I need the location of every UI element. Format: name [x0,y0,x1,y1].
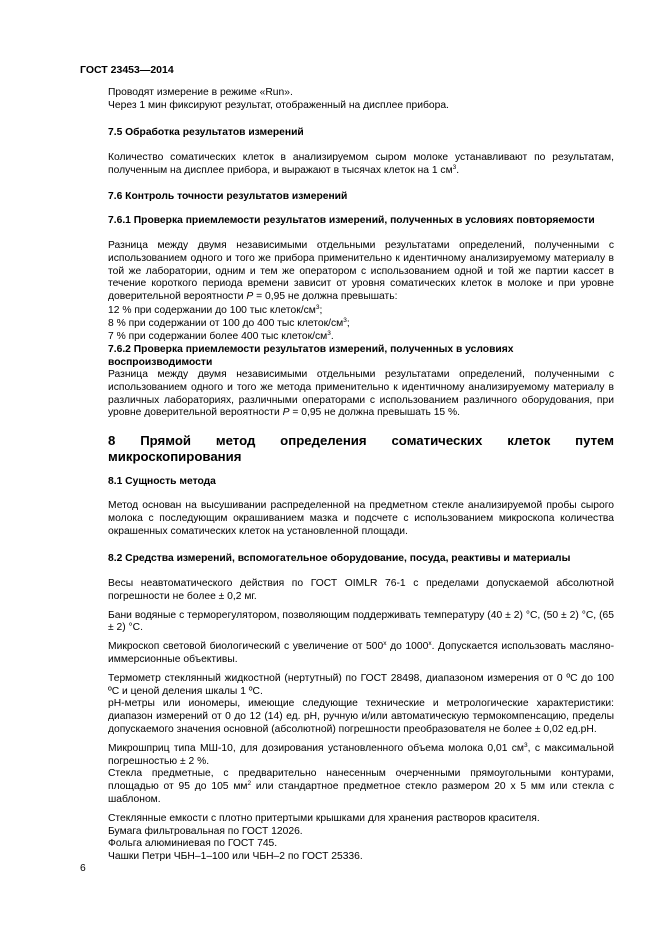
intro-block [108,87,588,113]
item-containers: Стеклянные емкости с плотно притертыми крышками для хранения растворов красителя. [108,812,540,824]
section-7-5-text [108,152,614,178]
item-thermometer: Термометр стеклянный жидкостной (нертутный) по ГОСТ 28498, диапазоном измерения от 0 ºС до 100 ºС и ценой деления шкалы 1 ºС. [108,672,614,697]
item-petri: Чашки Петри ЧБН–1–100 или ЧБН–2 по ГОСТ 25336. [108,851,363,863]
item-baths: Бани водяные с терморегулятором, позволяющим поддерживать температуру (40 ± 2) °С, (50 ± 2) °С, (65 ± 2) °С. [108,609,614,634]
item-paper: Бумага фильтровальная по ГОСТ 12026. [108,825,303,837]
limit-item: 12 % при содержании до 100 тыс клеток/$см^3$; [108,304,323,316]
item-foil: Фольга алюминиевая по ГОСТ 745. [108,838,278,850]
s762-text-b: = 0,95 не должна превышать 15 %. [289,407,461,419]
standard-header: ГОСТ 23453—2014 [80,64,174,76]
section-7-6-title: 7.6 Контроль точности результатов измерений [108,191,348,202]
item-ph-meters: рН-метры или иономеры, имеющие следующие технические и метрологические характеристики: диапазон измерений от 0 до 12 (14) ед. рН, ручную и/или автоматическую термокомпенсацию, пределы допускаемого значения основной (абсолютной) погрешности преобразователя не более ± 0,02 ед.рН. [108,698,614,735]
section-8-2-items [108,578,614,864]
s761-text-b: = 0,95 не должна превышать: [253,291,398,303]
p-variable-2: P [282,407,290,419]
intro-line-1: Проводят измерение в режиме «Run». [108,87,293,98]
s762-text-a: Разница между двумя независимыми отдельными результатами определений, полученными с использованием одного и того же метода применительно к идентичному анализируемому материалу в различных лабораториях, различными операторами с использованием различного оборудования, при уровне доверительной вероятности [108,369,614,419]
section-7-6-1-title: 7.6.1 Проверка приемлемости результатов измерений, полученных в условиях повторяемости [108,215,595,226]
page-number: 6 [80,863,86,874]
section-7-6-2-text [108,369,614,420]
item-glass: Стекла предметные, с предварительно нанесенным очерченными прямоугольными контурами, площадью от 95 до 105 $мм^2$ или стандартное предметное стекло размером 20 х 5 мм или стекла с шаблоном. [108,768,614,805]
item-microscope: Микроскоп световой биологический с увеличение от $500^х$ до $1000^х$. Допускается использовать масляно-иммерсионные объективы. [108,640,614,665]
p-variable: P [246,291,254,303]
limit-item: 7 % при содержании более 400 тыс клеток/$см^3$. [108,329,334,342]
section-8-1-title: 8.1 Сущность метода [108,476,216,487]
s75-sup: 3 [452,163,457,171]
intro-line-2: Через 1 мин фиксируют результат, отображенный на дисплее прибора. [108,99,449,111]
s761-text-a: Разница между двумя независимыми отдельными результатами определений, полученными с использованием одного и того же прибора применительно к идентичному анализируемому материалу в той же лаборатории, одним и тем же оператором с использованием одной и той же партии кассет в течение короткого периода времени зависит от уровня соматических клеток в молоке и при уровне доверительной вероятности [108,240,614,303]
item-syringe: Микрошприц типа МШ-10, для дозирования установленного объема молока 0,01 $см^3$, с максимальной погрешностью ± 2 %. [108,741,614,767]
s75-text-b: . [456,164,460,176]
section-7-5-title: 7.5 Обработка результатов измерений [108,127,304,138]
section-8-title: 8 Прямой метод определения соматических клеток путем микроскопирования [108,433,614,464]
section-7-6-2-title: 7.6.2 Проверка приемлемости результатов измерений, полученных в условиях воспроизводимости [108,344,514,368]
section-8-1-text: Метод основан на высушивании распределенной на предметном стекле анализируемой пробы сырого молока с последующим окрашиванием мазка и подсчете с использованием микроскопа количества окрашенных соматических клеток на установленной площади. [108,500,614,537]
section-8-2-title: 8.2 Средства измерений, вспомогательное оборудование, посуда, реактивы и материалы [108,553,571,564]
item-scales: Весы неавтоматического действия по ГОСТ OIMLR 76-1 с пределами допускаемой абсолютной погрешности не более ± 0,2 мг. [108,578,614,602]
s75-text-a: Количество соматических клеток в анализируемом сыром молоке устанавливают по результатам, полученным на дисплее прибора, и выражают в тысячах клеток на 1 см [108,152,614,176]
limit-item: 8 % при содержании от 100 до 400 тыс клеток/$см^3$; [108,316,350,329]
section-7-6-1-text [108,240,614,304]
limits-list [108,305,588,343]
